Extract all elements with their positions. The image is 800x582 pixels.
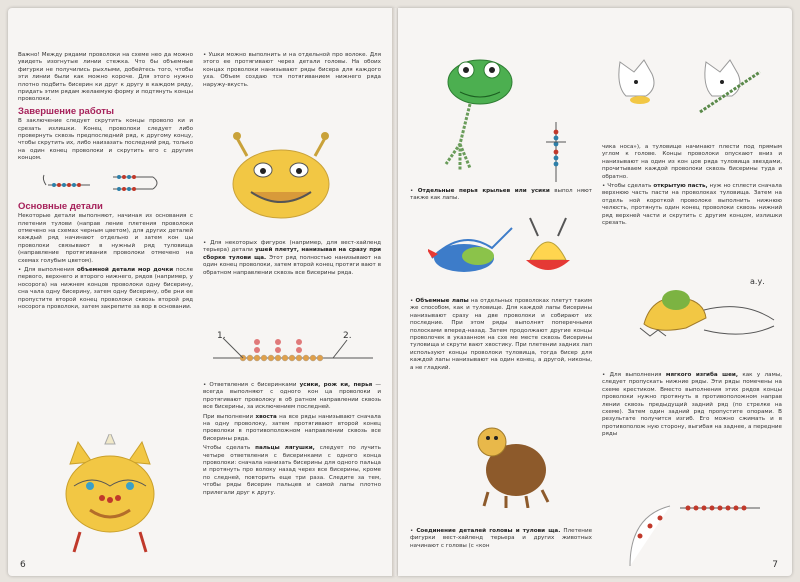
right-column-2b	[602, 372, 782, 441]
main-parts-text: Некоторые детали выполняют, начиная из основания с плетения тулови (направ ление плетения проволоки отмечено на схемах черным цветом), для других деталей каждый ряд начинают отдельно и затем кон цы проволоки связывают в нужный ряд туловища (направление протягивания проволоки отмечено на схемах голубым цветом).	[18, 213, 193, 264]
volume-legs-text: • Объемные лапы на отдельных проволоках плетут таким же способом, как и туловище. Для каждой лапы бисерины нанизывают сразу на две проволоки и собирают их последние. При этом ряды выполнят поперечными полосками вперед-назад. Затем продолжают другие концы проволочек в указанном на схе ме месте сквозь бисерины туловища и скрути вают хвостику. При плетении задних лап используют концы проволоки туловища, тогда бисер для каждой лапы нанизывают на один конец, а другой, никоны, а не гладкий.	[410, 298, 592, 371]
ears-text: • Ушки можно выполнить и на отдельной про волоке. Для этого ее протягивают через детали головы. На обоих концах проволоки нанизывают ряды бисера для каждого уха. Объем создаю тся потягиванием нижнего ряда наружу-вкусть.	[203, 52, 381, 88]
bead-strand-diagram	[536, 122, 576, 182]
diagram-label-1: 1.	[217, 331, 226, 341]
left-column-1	[18, 52, 193, 313]
bug-illustration	[518, 216, 578, 286]
section-title-finishing: Завершение работы	[18, 105, 115, 117]
bird-illustration	[428, 218, 518, 278]
ears-terrier-text: • Для некоторых фигурок (например, для вест-хайленд терьера) детали ушей плетут, нанизывая на сразу при сборке тулови ща. Этот ряд полностью нанизывают на один конец проволоки, затем второй конец протяги вают в обратном направлении сквозь все бисерины ряда.	[203, 240, 382, 276]
tail-text: При выполнении хвоста на все ряды нанизывают сначала на одну проволоку, затем протягивают второй конец проволоки в противоположном направлении сквозь все бисерины ряда.	[203, 413, 381, 442]
wire-diagram-area	[18, 165, 193, 199]
right-page	[398, 8, 792, 576]
page-number-left: 6	[20, 560, 26, 570]
page-number-right: 7	[772, 560, 778, 570]
head-continued-text: чика носа»), а туловище начинают плести под прямым углом к голове. Концы проволоки опускают вниз и нанизывают на один из кон цов ряда туловища звездами, прочитываем каждой проволоки сквозь бисерины туда и обратно.	[602, 144, 782, 180]
finishing-text: В заключение следует скрутить концы проволо ки и срезать излишки. Конец проволоки следует либо провернуть сквозь предпоследний ряд, к другому концу, чтобы скрутить их, либо наизазать последний ряд, только на один конец проволоки и скрутить его с другим концом.	[18, 118, 193, 162]
left-page	[8, 8, 394, 576]
left-column-2	[203, 52, 381, 91]
neck-bend-diagram	[610, 486, 770, 576]
diagram-label-ay: а.у.	[750, 277, 765, 286]
left-column-2c	[203, 382, 381, 499]
cat-face-illustration	[50, 434, 170, 564]
right-column-2a	[602, 144, 782, 229]
neck-bend-text: • Для выполнения мягкого изгиба шеи, как у ламы, следует пропускать нижние ряды. Эти ряды помечены на схеме крестиком. Вместо выполнения этих рядов концы проволоки нужно протянуть в противоположном направ лении сквозь предыдущий задний ряд (по стрелке на схеме). Затем один задний ряд пропустите опорами. В результате получится изгиб. Его можно сжимать и в противополож ную сторону, выгибая на заднее, а передние ряды	[602, 372, 783, 438]
branches-text: • Ответвления с бисеринками усики, рож ки, перья — всегда выполняют с одного кон ца проволоки и протягивают проволоку в об ратном направлении сквозь все бисерины, за исключением последней.	[203, 382, 381, 411]
right-column-1b	[410, 298, 592, 374]
bead-ear-diagram	[213, 324, 373, 370]
wire-twist-diagram	[18, 165, 193, 199]
terrier-heads-illustration	[610, 52, 780, 126]
bullet-muzzle: • Для выполнения объемной детали мор дочки после первого, верхнего и второго нижнего, рядов (например, у носорога) на нижнем концов проволоки одну бисерину, сна чала одну бисерину, затем одну бисерину, обе рни ее пропустите второй конец проволоки сквозь второй ряд носорога проволоки, затем закрепите за вор в основании.	[18, 266, 194, 310]
section-title-main-parts: Основные детали	[18, 200, 103, 212]
dino-head-illustration	[624, 270, 784, 360]
open-mouth-text: • Чтобы сделать открытую пасть, нуж но сплести сначала верхнюю часть пасти на проволоках туловища. Затем на отдель ной короткой проволоке выполнить нижнюю челюсть, протянуть один конец проволоки сквозь нижний ряд верхней части и скрутить с другим концом, излишки срезать.	[602, 183, 782, 227]
frog-fingers-text: Чтобы сделать пальцы лягушки, следует по лучить четыре ответвления с бисеринками с одного конца проволоки: сначала нанизать бисерины для одного пальца и протянуть про волоку назад через все бисерины, кроме по следней, повторить еще три раза. Следите за тем, чтобы ряды бисерин пальцев и самой лапы плотно прилегали друг к другу.	[203, 445, 381, 496]
right-column-1c	[410, 528, 592, 552]
joining-text: • Соединение деталей головы и тулови ща. Плетение фигурки вест-хайленд терьера и других животных начинают с головы (с «кон	[410, 528, 593, 549]
right-column-1a	[410, 188, 592, 205]
diagram-label-2: 2.	[343, 331, 352, 341]
frog-illustration	[430, 52, 530, 182]
feathers-text: • Отдельные перья крыльев или усики выпол няют также как лапы.	[410, 188, 592, 202]
lion-illustration	[466, 418, 566, 508]
yellow-creature-illustration	[223, 126, 343, 226]
intro-text: Важно! Между рядами проволоки на схеме нео да можно увидеть изогнутые линии стежка. Что бы объемные фигурки не получились рыхлыми, добейтесь того, чтобы эти линии были как можно короче. Для этого нужно плотно подбить бисерин ки друг к другу в каждом ряду, придать этим рядам желаемую форму и подтянуть концы проволоки.	[18, 52, 193, 103]
left-column-2b	[203, 240, 381, 279]
